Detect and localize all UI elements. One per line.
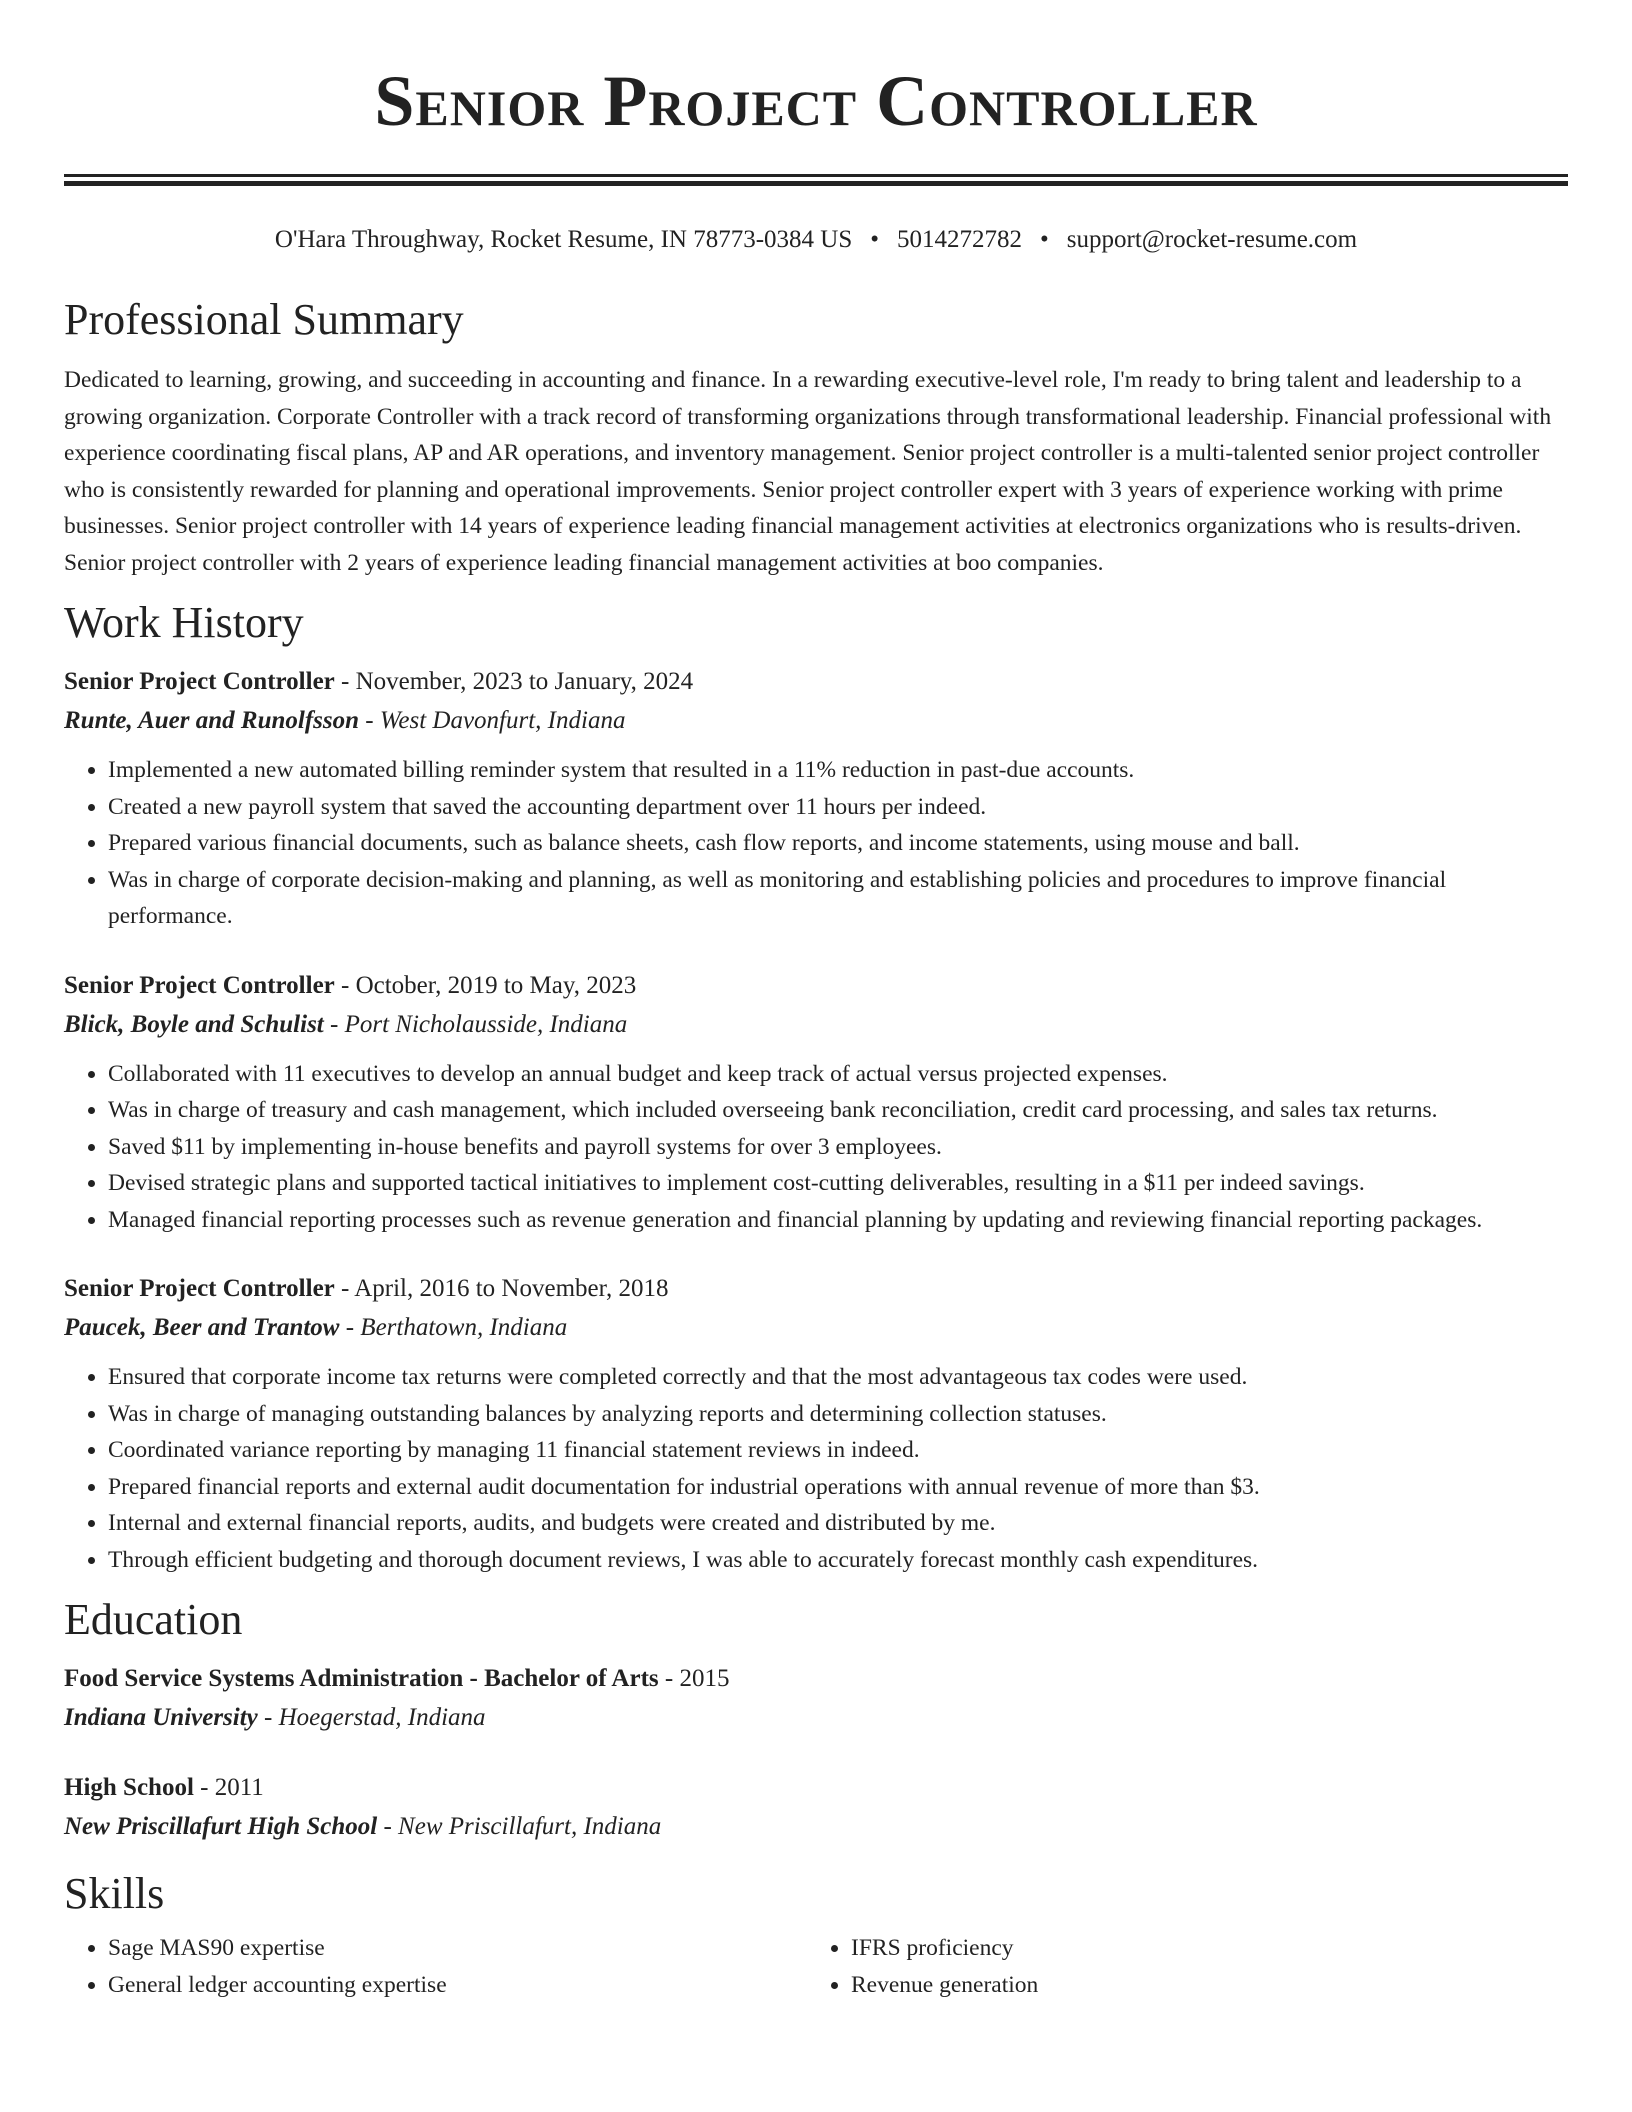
job-dates: - October, 2019 to May, 2023 (334, 971, 637, 999)
resume-title: Senior Project Controller (374, 61, 1258, 141)
education-location: - Hoegerstad, Indiana (257, 1704, 486, 1731)
job-bullet: • Coordinated variance reporting by managing 11 financial statement reviews in indeed. (108, 1432, 1568, 1469)
education-school-line (64, 1698, 1568, 1737)
job-dates: - November, 2023 to January, 2024 (334, 668, 694, 695)
job-bullet: • Created a new payroll system that saved the accounting department over 11 hours per indeed. (108, 789, 1568, 826)
job-bullet: • Was in charge of managing outstanding balances by analyzing reports and determining collection statuses. (108, 1396, 1568, 1433)
contact-line (64, 222, 1568, 258)
job-bullet: • Prepared financial reports and external audit documentation for industrial operations with annual revenue of more than $3. (108, 1469, 1568, 1506)
education-degree: Food Service Systems Administration - Bachelor of Arts (64, 1665, 659, 1692)
education-school-line (64, 1807, 1568, 1846)
job-header (64, 967, 1568, 1005)
job-bullet: • Managed financial reporting processes such as revenue generation and financial planning by updating and reviewing financial reporting packages. (108, 1202, 1568, 1239)
job-entry (64, 967, 1568, 1239)
job-title: Senior Project Controller (64, 971, 335, 999)
job-entry (64, 663, 1568, 935)
job-bullet: • Prepared various financial documents, such as balance sheets, cash flow reports, and income statements, using mouse and ball. (108, 825, 1568, 862)
job-bullets (64, 1359, 1568, 1578)
job-bullet: • Internal and external financial reports, audits, and budgets were created and distributed by me. (108, 1505, 1568, 1542)
skills-column-right (807, 1930, 1550, 2003)
job-bullets (64, 1056, 1568, 1239)
skills-column-left (64, 1930, 807, 2003)
education-heading: Education (64, 1595, 243, 1644)
job-location: - Berthatown, Indiana (339, 1314, 568, 1341)
job-bullet: • Ensured that corporate income tax returns were completed correctly and that the most advantageous tax codes were used. (108, 1359, 1568, 1396)
education-entry (64, 1769, 1568, 1846)
job-company-line (64, 1308, 1568, 1347)
summary-text: Dedicated to learning, growing, and succeeding in accounting and finance. In a rewarding executive-level role, I'm ready to bring talent and leadership to a growing organization. Corporate Controller with a track record of transforming organizations through transformational leadership. Financial professional with experience coordinating fiscal plans, AP and AR operations, and inventory management. Senior project controller is a multi-talented senior project controller who is consistently rewarded for planning and operational improvements. Senior project controller expert with 3 years of experience working with prime businesses. Senior project controller with 14 years of experience leading financial management activities at electronics organizations who is results-driven. Senior project controller with 2 years of experience leading financial management activities at boo companies. (64, 367, 1552, 576)
job-location: - West Davonfurt, Indiana (359, 707, 626, 734)
job-location: - Port Nicholausside, Indiana (323, 1010, 628, 1038)
title-divider (64, 174, 1568, 186)
job-header (64, 1270, 1568, 1308)
education-school: New Priscillafurt High School (64, 1813, 378, 1840)
skill-item: • General ledger accounting expertise (108, 1967, 807, 2004)
education-location: - New Priscillafurt, Indiana (377, 1813, 662, 1840)
skills-heading: Skills (64, 1869, 165, 1918)
skill-item: • Revenue generation (851, 1967, 1550, 2004)
job-header (64, 663, 1568, 701)
job-company: Blick, Boyle and Schulist (64, 1010, 324, 1038)
job-bullet: • Saved $11 by implementing in-house benefits and payroll systems for over 3 employees. (108, 1129, 1568, 1166)
job-bullet: • Was in charge of treasury and cash management, which included overseeing bank reconciliation, credit card processing, and sales tax returns. (108, 1092, 1568, 1129)
job-bullet: • Was in charge of corporate decision-making and planning, as well as monitoring and establishing policies and procedures to improve financial performance. (108, 862, 1568, 935)
job-company: Paucek, Beer and Trantow (64, 1314, 340, 1341)
summary-heading: Professional Summary (64, 295, 464, 344)
job-entry (64, 1270, 1568, 1578)
job-company-line (64, 701, 1568, 740)
job-bullet: • Through efficient budgeting and thorough document reviews, I was able to accurately forecast monthly cash expenditures. (108, 1542, 1568, 1579)
job-dates: - April, 2016 to November, 2018 (334, 1275, 669, 1302)
job-bullets (64, 752, 1568, 935)
job-bullet: • Implemented a new automated billing reminder system that resulted in a 11% reduction in past-due accounts. (108, 752, 1568, 789)
education-header (64, 1769, 1568, 1807)
skill-item: • IFRS proficiency (851, 1930, 1550, 1967)
job-company: Runte, Auer and Runolfsson (64, 707, 360, 734)
job-bullet: • Devised strategic plans and supported tactical initiatives to implement cost-cutting deliverables, resulting in a $11 per indeed savings. (108, 1165, 1568, 1202)
contact-separator: • (1040, 226, 1049, 253)
education-entry (64, 1660, 1568, 1737)
job-title: Senior Project Controller (64, 668, 335, 695)
contact-phone: 5014272782 (897, 226, 1023, 253)
education-school: Indiana University (64, 1704, 258, 1731)
job-bullet: • Collaborated with 11 executives to develop an annual budget and keep track of actual versus projected expenses. (108, 1056, 1568, 1093)
contact-address: O'Hara Throughway, Rocket Resume, IN 78773-0384 US (274, 226, 853, 253)
job-company-line (64, 1005, 1568, 1044)
education-degree: High School (64, 1774, 194, 1801)
education-year: - 2015 (658, 1665, 730, 1692)
education-year: - 2011 (193, 1774, 264, 1801)
contact-separator: • (870, 226, 880, 253)
skills-grid (64, 1930, 1568, 2003)
work-history-heading: Work History (64, 598, 304, 647)
education-header (64, 1660, 1568, 1698)
contact-email: support@rocket-resume.com (1066, 226, 1358, 253)
skill-item: • Sage MAS90 expertise (108, 1930, 807, 1967)
job-title: Senior Project Controller (64, 1275, 335, 1302)
